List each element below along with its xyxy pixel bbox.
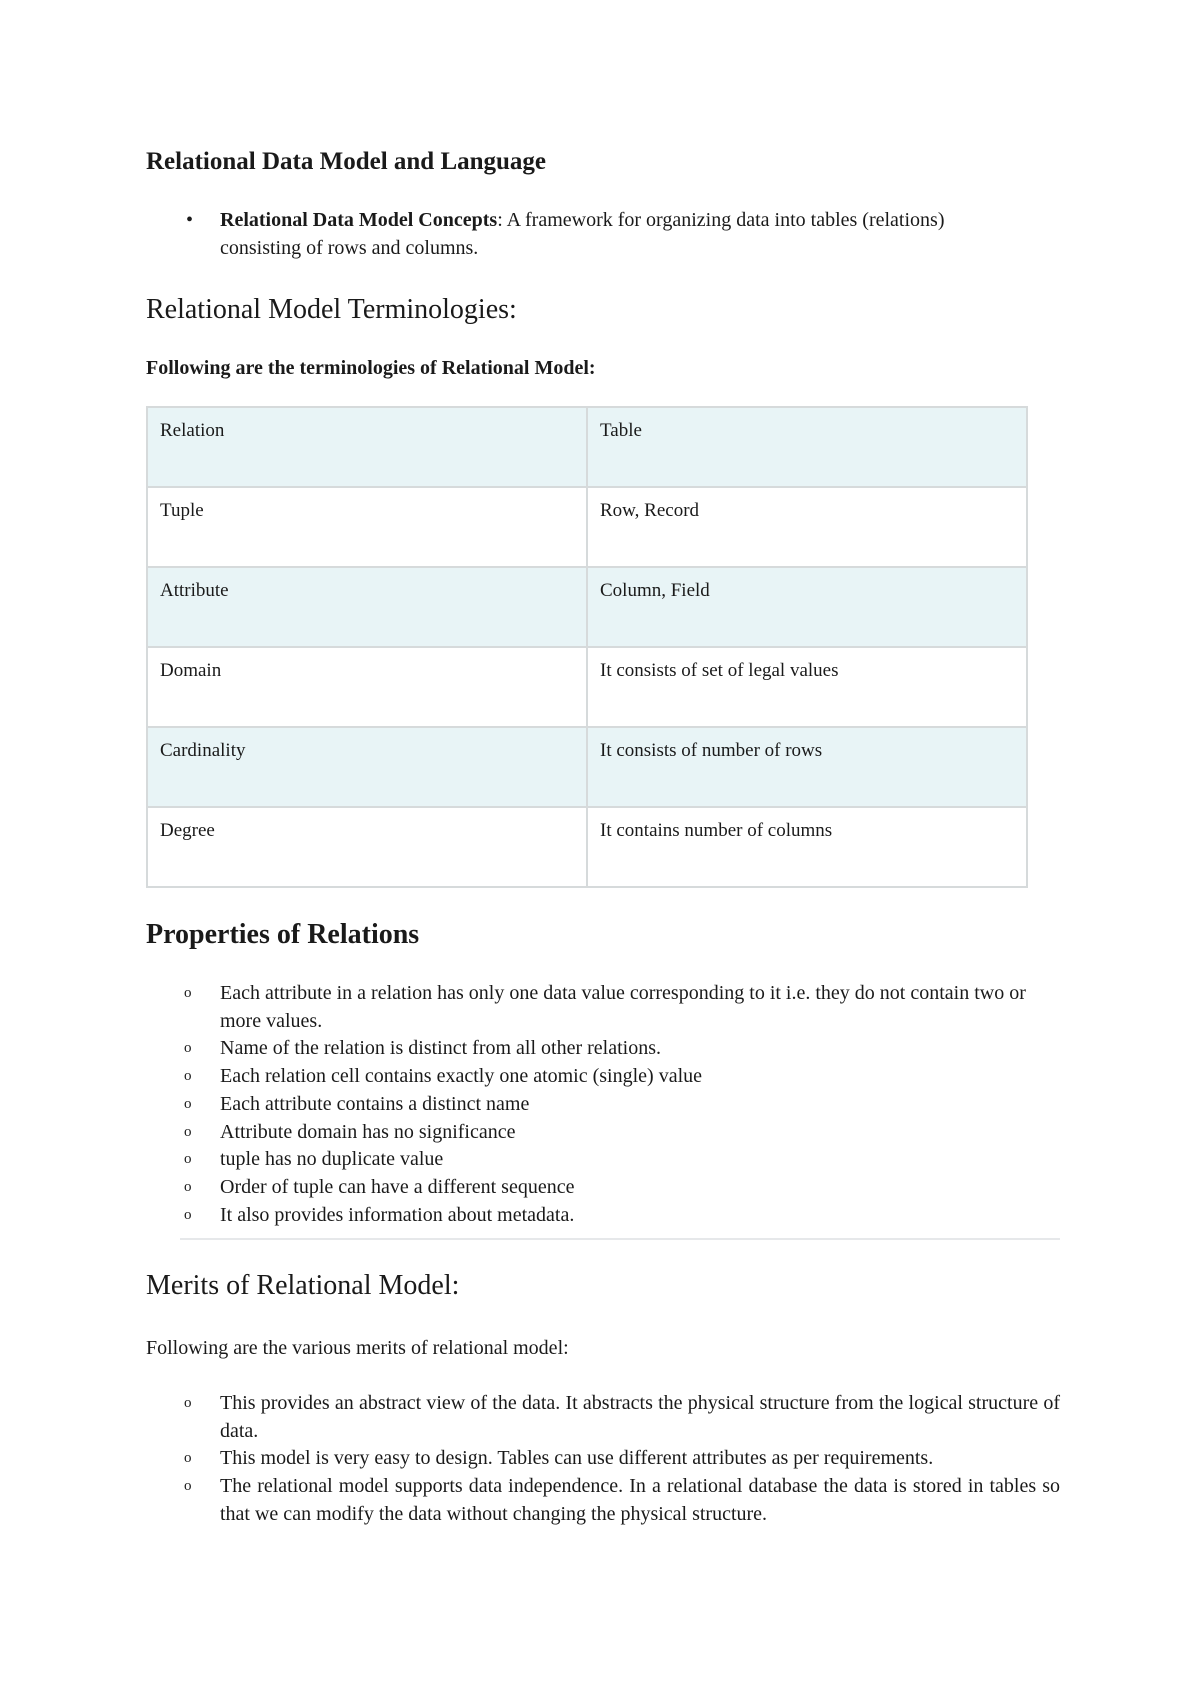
- list-item: [146, 1473, 1060, 1528]
- list-item-text: Each attribute in a relation has only one data value corresponding to it i.e. they do not contain two or more values.: [220, 982, 1026, 1032]
- list-item: [146, 1390, 1060, 1445]
- table-cell-term: Tuple: [147, 487, 587, 567]
- merits-list: [146, 1390, 1060, 1529]
- table-row: [147, 567, 1027, 647]
- table-row: [147, 807, 1027, 887]
- list-item: [146, 1202, 1060, 1230]
- table-cell-meaning: Column, Field: [587, 567, 1027, 647]
- circle-bullet-icon: o: [184, 1123, 192, 1140]
- concept-definition: : A framework for organizing data into tables (relations) consisting of rows and columns.: [220, 209, 945, 259]
- bullet-icon: •: [186, 209, 194, 231]
- list-item: [146, 1445, 1060, 1473]
- table-cell-term: Cardinality: [147, 727, 587, 807]
- list-item-text: tuple has no duplicate value: [220, 1148, 444, 1171]
- list-item: [146, 1119, 1060, 1147]
- table-cell-meaning: Table: [587, 407, 1027, 487]
- table-cell-term: Degree: [147, 807, 587, 887]
- list-item-text: Each attribute contains a distinct name: [220, 1092, 530, 1115]
- table-row: [147, 407, 1027, 487]
- table-row: [147, 647, 1027, 727]
- list-item-text: The relational model supports data independence. In a relational database the data is stored in tables so that we can modify the data without changing the physical structure.: [220, 1475, 1060, 1525]
- list-item: [146, 206, 1026, 262]
- document-title: Relational Data Model and Language: [146, 148, 547, 175]
- table-cell-meaning: It consists of number of rows: [587, 727, 1027, 807]
- circle-bullet-icon: o: [184, 1450, 192, 1467]
- circle-bullet-icon: o: [184, 1095, 192, 1112]
- table-row: [147, 487, 1027, 567]
- table-cell-term: Relation: [147, 407, 587, 487]
- concept-term: Relational Data Model Concepts: [220, 209, 498, 231]
- list-item: [146, 980, 1060, 1035]
- circle-bullet-icon: o: [184, 1040, 192, 1057]
- list-item-text: Attribute domain has no significance: [220, 1120, 516, 1143]
- circle-bullet-icon: o: [184, 1178, 192, 1195]
- list-item-text: Order of tuple can have a different sequence: [220, 1175, 575, 1198]
- circle-bullet-icon: o: [184, 985, 192, 1001]
- table-cell-meaning: It contains number of columns: [587, 807, 1027, 887]
- properties-list: [146, 980, 1060, 1229]
- merits-heading: Merits of Relational Model:: [146, 1270, 460, 1301]
- terminologies-intro: Following are the terminologies of Relational Model:: [146, 357, 596, 379]
- section-divider: [180, 1238, 1060, 1240]
- table-row: [147, 727, 1027, 807]
- list-item-text: Each relation cell contains exactly one atomic (single) value: [220, 1065, 703, 1088]
- list-item: [146, 1035, 1060, 1063]
- list-item: [146, 1063, 1060, 1091]
- terminologies-heading: Relational Model Terminologies:: [146, 294, 517, 325]
- list-item: [146, 1146, 1060, 1174]
- terminologies-table: [146, 406, 1028, 888]
- properties-heading: Properties of Relations: [146, 919, 420, 950]
- list-item: [146, 1091, 1060, 1119]
- table-cell-meaning: It consists of set of legal values: [587, 647, 1027, 727]
- table-cell-term: Attribute: [147, 567, 587, 647]
- list-item-text: This provides an abstract view of the data. It abstracts the physical structure from the logical structure of data.: [220, 1392, 1060, 1442]
- circle-bullet-icon: o: [184, 1206, 192, 1223]
- list-item-text: It also provides information about metadata.: [220, 1203, 575, 1226]
- table-cell-meaning: Row, Record: [587, 487, 1027, 567]
- list-item: [146, 1174, 1060, 1202]
- list-item-text: This model is very easy to design. Tables can use different attributes as per requirements.: [220, 1447, 934, 1470]
- circle-bullet-icon: o: [184, 1068, 192, 1085]
- circle-bullet-icon: o: [184, 1395, 192, 1411]
- concepts-list: [146, 206, 1026, 262]
- circle-bullet-icon: o: [184, 1478, 192, 1495]
- list-item-text: Name of the relation is distinct from all other relations.: [220, 1037, 661, 1060]
- merits-intro: Following are the various merits of relational model:: [146, 1337, 569, 1359]
- table-cell-term: Domain: [147, 647, 587, 727]
- circle-bullet-icon: o: [184, 1151, 192, 1168]
